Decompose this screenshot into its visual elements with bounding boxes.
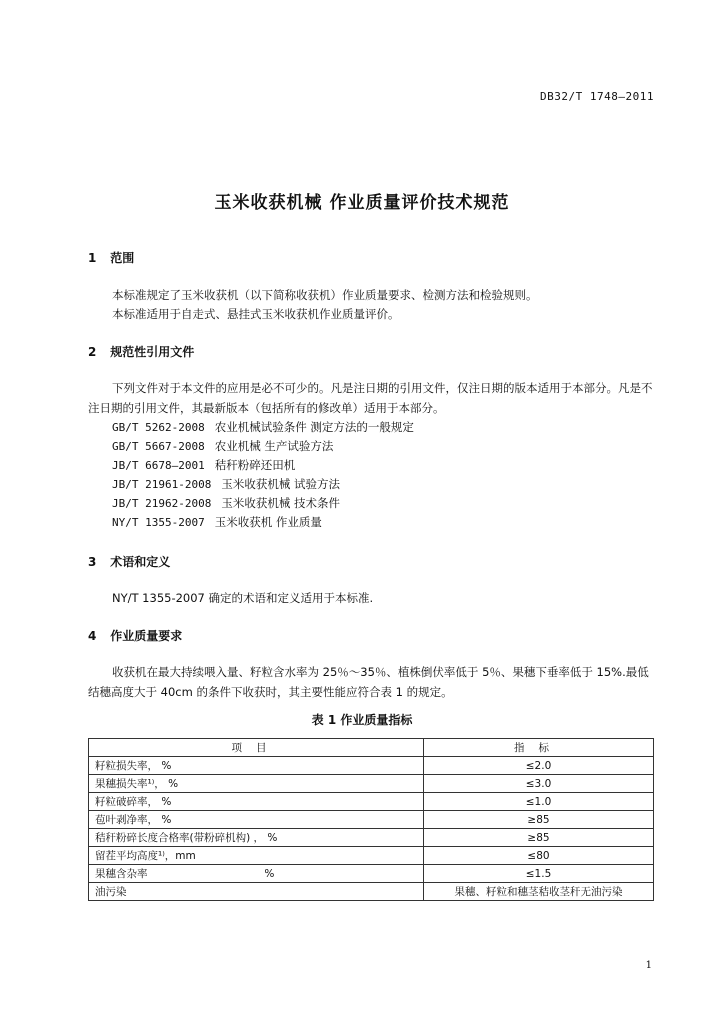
reference-title: 农业机械试验条件 测定方法的一般规定 [214,420,414,434]
cell-value: ≤2.0 [424,757,654,775]
table-caption: 表 1 作业质量指标 [311,713,413,727]
section-1-para-2: 本标准适用于自走式、悬挂式玉米收获机作业质量评价。 [112,307,400,321]
section-1-heading [88,249,134,266]
reference-item [112,495,340,511]
document-title: 玉米收获机械 作业质量评价技术规范 [214,193,510,213]
section-2-intro: 下列文件对于本文件的应用是必不可少的。凡是注日期的引用文件，仅注日期的版本适用于本部分。凡是不注日期的引用文件，其最新版本（包括所有的修改单）适用于本部分。 [88,381,653,415]
cell-value: ≥85 [424,811,654,829]
section-3-para: NY/T 1355-2007 确定的术语和定义适用于本标准. [112,591,374,605]
cell-item: 秸秆粉碎长度合格率(带粉碎机构) ， % [89,829,424,847]
section-2-heading [88,343,194,360]
reference-code: GB/T 5667-2008 [112,440,205,453]
table-header-row [89,739,654,757]
reference-code: GB/T 5262-2008 [112,421,205,434]
reference-code: NY/T 1355-2007 [112,516,205,529]
page-number: 1 [645,960,652,971]
reference-code: JB/T 21962-2008 [112,497,212,510]
cell-item: 留茬平均高度¹⁾，mm [89,847,424,865]
cell-value: ≤1.5 [424,865,654,883]
cell-item: 苞叶剥净率， % [89,811,424,829]
column-header-item: 项目 [89,739,424,757]
cell-item: 果穗含杂率 % [89,865,424,883]
cell-item: 果穗损失率¹⁾， % [89,775,424,793]
document-code: DB32/T 1748—2011 [540,90,654,103]
section-number: 3 [88,555,97,569]
reference-title: 玉米收获机械 试验方法 [221,477,340,491]
section-title: 术语和定义 [110,555,171,569]
section-1-para-1: 本标准规定了玉米收获机（以下简称收获机）作业质量要求、检测方法和检验规则。 [112,288,538,302]
cell-item: 油污染 [89,883,424,901]
cell-value: ≥85 [424,829,654,847]
table-row [89,865,654,883]
table-row [89,829,654,847]
section-number: 1 [88,251,97,265]
column-header-index: 指标 [424,739,654,757]
cell-value: ≤3.0 [424,775,654,793]
section-3-heading [88,553,170,570]
table-row [89,811,654,829]
table-row [89,775,654,793]
section-title: 范围 [110,251,135,265]
reference-item [112,419,414,435]
cell-value: ≤80 [424,847,654,865]
reference-title: 秸秆粉碎还田机 [214,458,296,472]
reference-item [112,438,333,454]
table-row [89,883,654,901]
cell-item: 籽粒破碎率， % [89,793,424,811]
section-4-para: 收获机在最大持续喂入量、籽粒含水率为 25％～35％、植株倒伏率低于 5％、果穗下垂率低于 15%.最低结穗高度大于 40cm 的条件下收获时，其主要性能应符合表 1 的规定。 [88,665,649,699]
quality-index-table [88,738,654,901]
reference-title: 玉米收获机 作业质量 [214,515,322,529]
section-number: 4 [88,629,97,643]
table-row [89,757,654,775]
cell-value: ≤1.0 [424,793,654,811]
reference-item [112,457,295,473]
section-4-heading [88,627,182,644]
reference-code: JB/T 6678—2001 [112,459,205,472]
reference-title: 玉米收获机械 技术条件 [221,496,340,510]
table-row [89,847,654,865]
reference-item [112,514,322,530]
cell-item: 籽粒损失率， % [89,757,424,775]
cell-value: 果穗、籽粒和穗茎秸收茎秆无油污染 [424,883,654,901]
section-title: 作业质量要求 [110,629,183,643]
reference-title: 农业机械 生产试验方法 [214,439,334,453]
section-title: 规范性引用文件 [110,345,195,359]
table-row [89,793,654,811]
reference-item [112,476,340,492]
section-number: 2 [88,345,97,359]
reference-code: JB/T 21961-2008 [112,478,212,491]
